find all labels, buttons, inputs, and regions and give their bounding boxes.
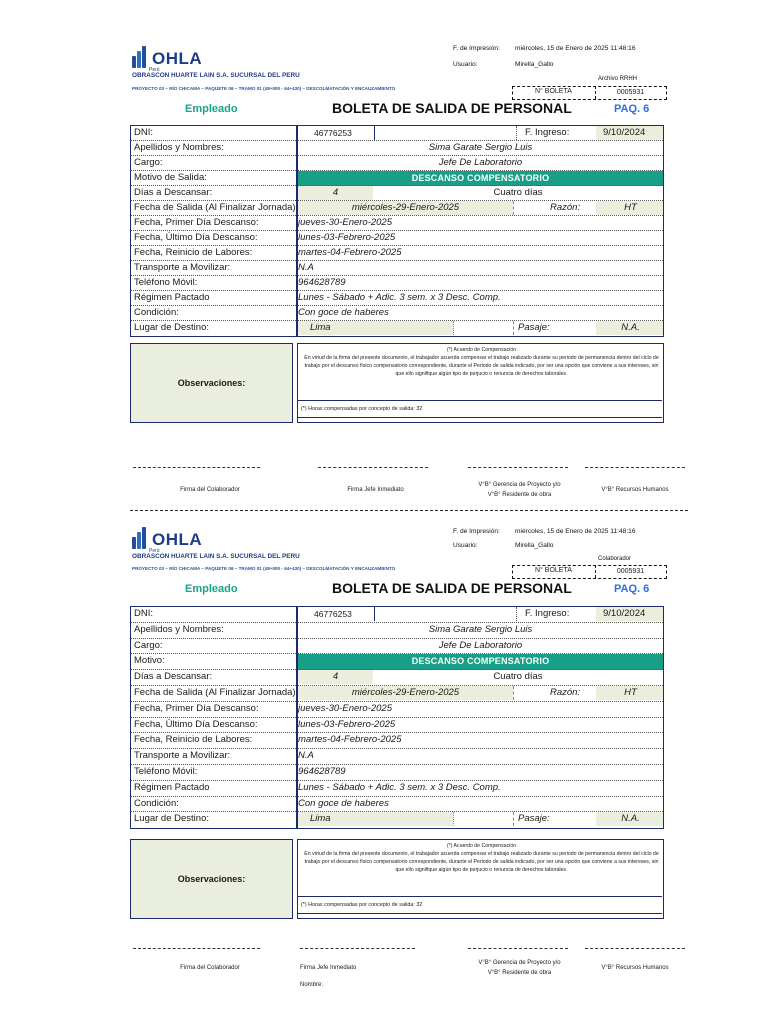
label-telefono: Teléfono Móvil: bbox=[131, 765, 296, 781]
observaciones-label: Observaciones: bbox=[130, 343, 293, 423]
label-destino: Lugar de Destino: bbox=[134, 813, 209, 825]
label-razon: Razón: bbox=[513, 201, 596, 215]
label-motivo: Motivo de Salida: bbox=[131, 171, 296, 186]
sig-gerencia-2: V°B° Residente de obra bbox=[487, 492, 552, 498]
project-line: PROYECTO 03 – RÍO CHICAMA – PAQUETE 06 – TRAMO 01 (48+000 - 64+430) – DESCOLMATACIÓN Y ENCAUZAMIENTO bbox=[132, 86, 396, 91]
value-motivo: DESCANSO COMPENSATORIO bbox=[298, 171, 663, 186]
label-condicion: Condición: bbox=[131, 306, 296, 321]
value-nombres: Sima Garate Sergio Luis bbox=[298, 141, 663, 156]
signature-line-colaborador bbox=[133, 948, 260, 949]
acuerdo-title: (*) Acuerdo de Compensación bbox=[446, 843, 517, 849]
label-cargo: Cargo: bbox=[131, 156, 296, 171]
destino-spacer bbox=[453, 321, 513, 335]
value-nombres: Sima Garate Sergio Luis bbox=[298, 623, 663, 639]
value-primer-dia: jueves-30-Enero-2025 bbox=[298, 702, 663, 718]
project-line: PROYECTO 03 – RÍO CHICAMA – PAQUETE 06 – TRAMO 01 (48+000 - 64+430) – DESCOLMATACIÓN Y ENCAUZAMIENTO bbox=[132, 566, 396, 571]
label-condicion: Condición: bbox=[131, 797, 296, 813]
value-fecha-salida: miércoles-29-Enero-2025 bbox=[298, 686, 513, 700]
row-fecha-salida bbox=[298, 201, 663, 216]
boleta-number: 0005931 bbox=[595, 86, 665, 99]
signature-line-colaborador bbox=[133, 467, 260, 468]
field-labels bbox=[130, 125, 297, 337]
slip-colaborador bbox=[0, 508, 768, 1008]
sig-colaborador: Firma del Colaborador bbox=[180, 965, 240, 971]
value-dni: 46776253 bbox=[314, 128, 352, 138]
label-transporte: Transporte a Movilizar: bbox=[131, 261, 296, 276]
divider bbox=[374, 607, 375, 621]
value-cargo: Jefe De Laboratorio bbox=[298, 639, 663, 655]
signature-line-gerencia bbox=[468, 948, 568, 949]
boleta-label: N° BOLETA bbox=[535, 567, 572, 574]
acuerdo-text: En virtud de la firma del presente documento, el trabajador acuerda compensar el trabajo realizado durante su periodo de permanencia dentro del ciclo de trabajo por el descanso físico compensatorio correspondiente, durante el Periodo de salida indicado, por ser una opción que conviene a sus intereses, sin que ello signifique algún tipo de perjucio o renuncia de derechos laborales. bbox=[304, 851, 659, 873]
label-ingreso: F. Ingreso: bbox=[516, 607, 596, 621]
observaciones-label: Observaciones: bbox=[130, 839, 293, 919]
value-dias-text: Cuatro días bbox=[493, 671, 543, 683]
label-pasaje: Pasaje: bbox=[513, 812, 596, 826]
paq-label: PAQ. 6 bbox=[614, 103, 650, 115]
value-ingreso: 9/10/2024 bbox=[596, 607, 663, 621]
sig-jefe: Firma Jefe Inmediato bbox=[347, 487, 404, 493]
value-motivo: DESCANSO COMPENSATORIO bbox=[298, 654, 663, 670]
value-razon: HT bbox=[596, 686, 663, 700]
value-dias-num: 4 bbox=[298, 670, 373, 684]
acuerdo-title: (*) Acuerdo de Compensación bbox=[446, 347, 517, 353]
row-dias bbox=[298, 186, 663, 201]
logo-text: OHLA bbox=[152, 530, 203, 549]
sig-nombre: Nombre: bbox=[300, 982, 324, 988]
label-dni: DNI: bbox=[131, 126, 296, 141]
print-date-value: miércoles, 15 de Enero de 2025 11:48:16 bbox=[515, 45, 636, 52]
label-dias: Días a Descansar: bbox=[131, 186, 296, 201]
signature-line-rrhh bbox=[585, 467, 685, 468]
value-ultimo-dia: lunes-03-Febrero-2025 bbox=[298, 718, 663, 734]
document-title: BOLETA DE SALIDA DE PERSONAL bbox=[332, 580, 572, 596]
copy-label: Archivo RRHH bbox=[598, 76, 638, 82]
label-fecha-salida: Fecha de Salida (Al Finalizar Jornada) bbox=[131, 686, 296, 702]
label-primer-dia: Fecha, Primer Día Descanso: bbox=[131, 216, 296, 231]
value-primer-dia: jueves-30-Enero-2025 bbox=[298, 216, 663, 231]
logo-subtext: Perú bbox=[149, 548, 160, 554]
value-transporte: N.A bbox=[298, 261, 663, 276]
value-dias-num: 4 bbox=[298, 186, 373, 200]
signature-line-jefe bbox=[318, 467, 428, 468]
company-name: OBRASCON HUARTE LAIN S.A. SUCURSAL DEL PERU bbox=[132, 72, 300, 79]
value-pasaje: N.A. bbox=[596, 321, 663, 335]
print-date-label: F. de Impresión: bbox=[453, 45, 500, 52]
label-regimen: Régimen Pactado bbox=[131, 291, 296, 306]
value-fecha-salida: miércoles-29-Enero-2025 bbox=[298, 201, 513, 215]
document-title: BOLETA DE SALIDA DE PERSONAL bbox=[332, 100, 572, 116]
row-destino bbox=[298, 321, 663, 336]
value-condicion: Con goce de haberes bbox=[298, 306, 663, 321]
label-primer-dia: Fecha, Primer Día Descanso: bbox=[131, 702, 296, 718]
observaciones-content bbox=[297, 343, 664, 423]
row-dias bbox=[298, 670, 663, 686]
value-dni: 46776253 bbox=[314, 609, 352, 619]
value-transporte: N.A bbox=[298, 749, 663, 765]
paq-label: PAQ. 6 bbox=[614, 583, 650, 595]
value-telefono: 964628789 bbox=[298, 765, 663, 781]
label-nombres: Apellidos y Nombres: bbox=[131, 141, 296, 156]
sig-colaborador: Firma del Colaborador bbox=[180, 487, 240, 493]
label-fecha-salida: Fecha de Salida (Al Finalizar Jornada) bbox=[131, 201, 296, 216]
sig-gerencia-2: V°B° Residente de obra bbox=[487, 970, 552, 976]
field-values bbox=[297, 125, 664, 337]
print-date-label: F. de Impresión: bbox=[453, 528, 500, 535]
value-ultimo-dia: lunes-03-Febrero-2025 bbox=[298, 231, 663, 246]
value-dias-text: Cuatro días bbox=[493, 187, 543, 198]
label-razon: Razón: bbox=[513, 686, 596, 700]
sig-rrhh: V°B° Recursos Humanos bbox=[601, 487, 669, 493]
row-fecha-salida bbox=[298, 686, 663, 702]
label-cargo: Cargo: bbox=[131, 639, 296, 655]
boleta-number-box bbox=[512, 86, 667, 100]
boleta-number-box bbox=[512, 565, 667, 579]
field-values bbox=[297, 606, 664, 829]
sig-gerencia-1: V°B° Gerencia de Proyecto y/o bbox=[478, 960, 561, 966]
label-reinicio: Fecha, Reinicio de Labores: bbox=[131, 733, 296, 749]
value-reinicio: martes-04-Febrero-2025 bbox=[298, 246, 663, 261]
sig-gerencia-1: V°B° Gerencia de Proyecto y/o bbox=[478, 482, 561, 488]
ohla-logo-icon bbox=[132, 527, 148, 549]
acuerdo-note bbox=[302, 842, 661, 874]
label-nombres: Apellidos y Nombres: bbox=[131, 623, 296, 639]
user-label: Usuario: bbox=[453, 542, 478, 549]
label-telefono: Teléfono Móvil: bbox=[131, 276, 296, 291]
divider bbox=[374, 126, 375, 140]
value-razon: HT bbox=[596, 201, 663, 215]
slip-archivo-rrhh bbox=[0, 0, 768, 500]
sig-jefe: Firma Jefe Inmediato bbox=[300, 965, 357, 971]
value-destino: Lima bbox=[298, 812, 453, 826]
label-motivo: Motivo: bbox=[131, 654, 296, 670]
copy-label: Colaborador bbox=[598, 556, 632, 562]
value-regimen: Lunes - Sábado + Adic. 3 sem. x 3 Desc. Comp. bbox=[298, 291, 663, 306]
logo-text: OHLA bbox=[152, 49, 203, 68]
label-ingreso: F. Ingreso: bbox=[516, 126, 596, 140]
signature-line-rrhh bbox=[585, 948, 685, 949]
value-telefono: 964628789 bbox=[298, 276, 663, 291]
observaciones-content bbox=[297, 839, 664, 919]
label-regimen: Régimen Pactado bbox=[131, 781, 296, 797]
value-destino: Lima bbox=[298, 321, 453, 335]
user-label: Usuario: bbox=[453, 61, 478, 68]
row-dni bbox=[298, 126, 663, 141]
user-value: Mirella_Gallo bbox=[515, 61, 554, 68]
sig-rrhh: V°B° Recursos Humanos bbox=[601, 965, 669, 971]
label-ultimo-dia: Fecha, Último Día Descanso: bbox=[131, 231, 296, 246]
horas-compensadas: (*) Horas compensadas por concepto de salida: 32 bbox=[298, 400, 662, 418]
value-pasaje: N.A. bbox=[596, 812, 663, 826]
signature-line-gerencia bbox=[468, 467, 568, 468]
row-dni bbox=[298, 607, 663, 623]
empleado-label: Empleado bbox=[185, 583, 238, 595]
value-condicion: Con goce de haberes bbox=[298, 797, 663, 813]
logo-subtext: Perú bbox=[149, 67, 160, 73]
ohla-logo bbox=[132, 46, 202, 68]
value-ingreso: 9/10/2024 bbox=[596, 126, 663, 140]
row-destino bbox=[298, 812, 663, 828]
value-cargo: Jefe De Laboratorio bbox=[298, 156, 663, 171]
signature-line-jefe bbox=[300, 948, 415, 949]
company-name: OBRASCON HUARTE LAIN S.A. SUCURSAL DEL PERU bbox=[132, 553, 300, 560]
label-transporte: Transporte a Movilizar: bbox=[131, 749, 296, 765]
ohla-logo bbox=[132, 527, 202, 549]
acuerdo-note bbox=[302, 346, 661, 378]
acuerdo-text: En virtud de la firma del presente documento, el trabajador acuerda compensar el trabajo realizado durante su periodo de permanencia dentro del ciclo de trabajo por el descanso físico compensatorio correspondiente, durante el Periodo de salida indicado, por ser una opción que conviene a sus intereses, sin que ello signifique algún tipo de perjucio o renuncia de derechos laborales. bbox=[304, 355, 659, 377]
value-regimen: Lunes - Sábado + Adic. 3 sem. x 3 Desc. Comp. bbox=[298, 781, 663, 797]
label-reinicio: Fecha, Reinicio de Labores: bbox=[131, 246, 296, 261]
value-reinicio: martes-04-Febrero-2025 bbox=[298, 733, 663, 749]
label-dias: Días a Descansar: bbox=[131, 670, 296, 686]
destino-spacer bbox=[453, 812, 513, 826]
label-ultimo-dia: Fecha, Último Día Descanso: bbox=[131, 718, 296, 734]
user-value: Mirella_Gallo bbox=[515, 542, 554, 549]
field-labels bbox=[130, 606, 297, 829]
ohla-logo-icon bbox=[132, 46, 148, 68]
boleta-label: N° BOLETA bbox=[535, 88, 572, 95]
label-pasaje: Pasaje: bbox=[513, 321, 596, 335]
empleado-label: Empleado bbox=[185, 103, 238, 115]
label-dni: DNI: bbox=[131, 607, 296, 623]
print-date-value: miércoles, 15 de Enero de 2025 11:48:16 bbox=[515, 528, 636, 535]
horas-compensadas: (*) Horas compensadas por concepto de salida: 32 bbox=[298, 896, 662, 914]
label-destino: Lugar de Destino: bbox=[134, 322, 209, 333]
boleta-number: 0005931 bbox=[595, 565, 665, 578]
